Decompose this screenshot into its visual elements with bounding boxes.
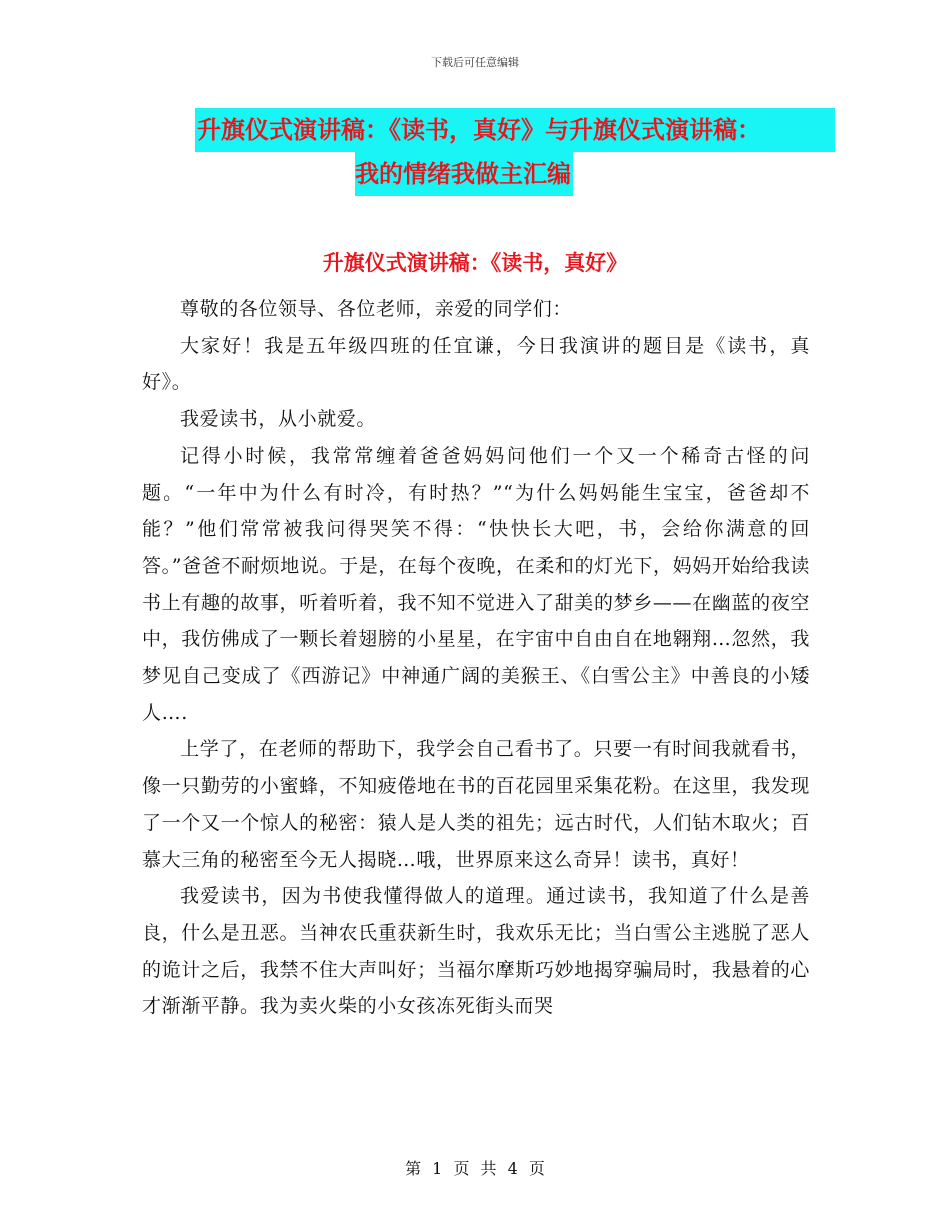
paragraph: 我爱读书，从小就爱。	[180, 408, 377, 431]
paragraph: 我爱读书，因为书使我懂得做人的道理。通过读书，我知道了什么是善良，什么是丑恶。当神农氏重获新生时，我欢乐无比；当白雪公主逃脱了恶人的诡计之后，我禁不住大声叫好；当福尔摩斯巧妙地揭穿骗局时，我悬着的心才渐渐平静。我为卖火柴的小女孩冻死街头而哭	[142, 885, 810, 1018]
document-title-line-2: 我的情绪我做主汇编	[355, 152, 573, 196]
speech-body	[142, 291, 810, 1025]
paragraph: 上学了，在老师的帮助下，我学会自己看书了。只要一有时间我就看书，像一只勤劳的小蜜蜂，不知疲倦地在书的百花园里采集花粉。在这里，我发现了一个又一个惊人的秘密：猿人是人类的祖先；远古时代，人们钻木取火；百慕大三角的秘密至今无人揭晓…哦，世界原来这么奇异！读书，真好！	[142, 738, 810, 871]
paragraph: 尊敬的各位领导、各位老师，亲爱的同学们：	[180, 298, 573, 320]
page-footer: 第 1 页 共 4 页	[405, 1159, 545, 1178]
paragraph: 大家好！我是五年级四班的任宜谦，今日我演讲的题目是《读书，真好》。	[142, 334, 810, 394]
document-title	[195, 108, 835, 196]
document-title-line-1: 升旗仪式演讲稿：《读书，真好》与升旗仪式演讲稿：	[195, 108, 835, 152]
header-note: 下载后可任意编辑	[431, 56, 519, 69]
paragraph: 记得小时候，我常常缠着爸爸妈妈问他们一个又一个稀奇古怪的问题。“一年中为什么有时冷，有时热？”“为什么妈妈能生宝宝，爸爸却不能？”他们常常被我问得哭笑不得：“快快长大吧，书，会给你满意的回答。”爸爸不耐烦地说。于是，在每个夜晚，在柔和的灯光下，妈妈开始给我读书上有趣的故事，听着听着，我不知不觉进入了甜美的梦乡——在幽蓝的夜空中，我仿佛成了一颗长着翅膀的小星星，在宇宙中自由自在地翱翔…忽然，我梦见自己变成了《西游记》中神通广阔的美猴王、《白雪公主》中善良的小矮人….	[142, 444, 810, 724]
section-title: 升旗仪式演讲稿：《读书，真好》	[322, 251, 628, 275]
